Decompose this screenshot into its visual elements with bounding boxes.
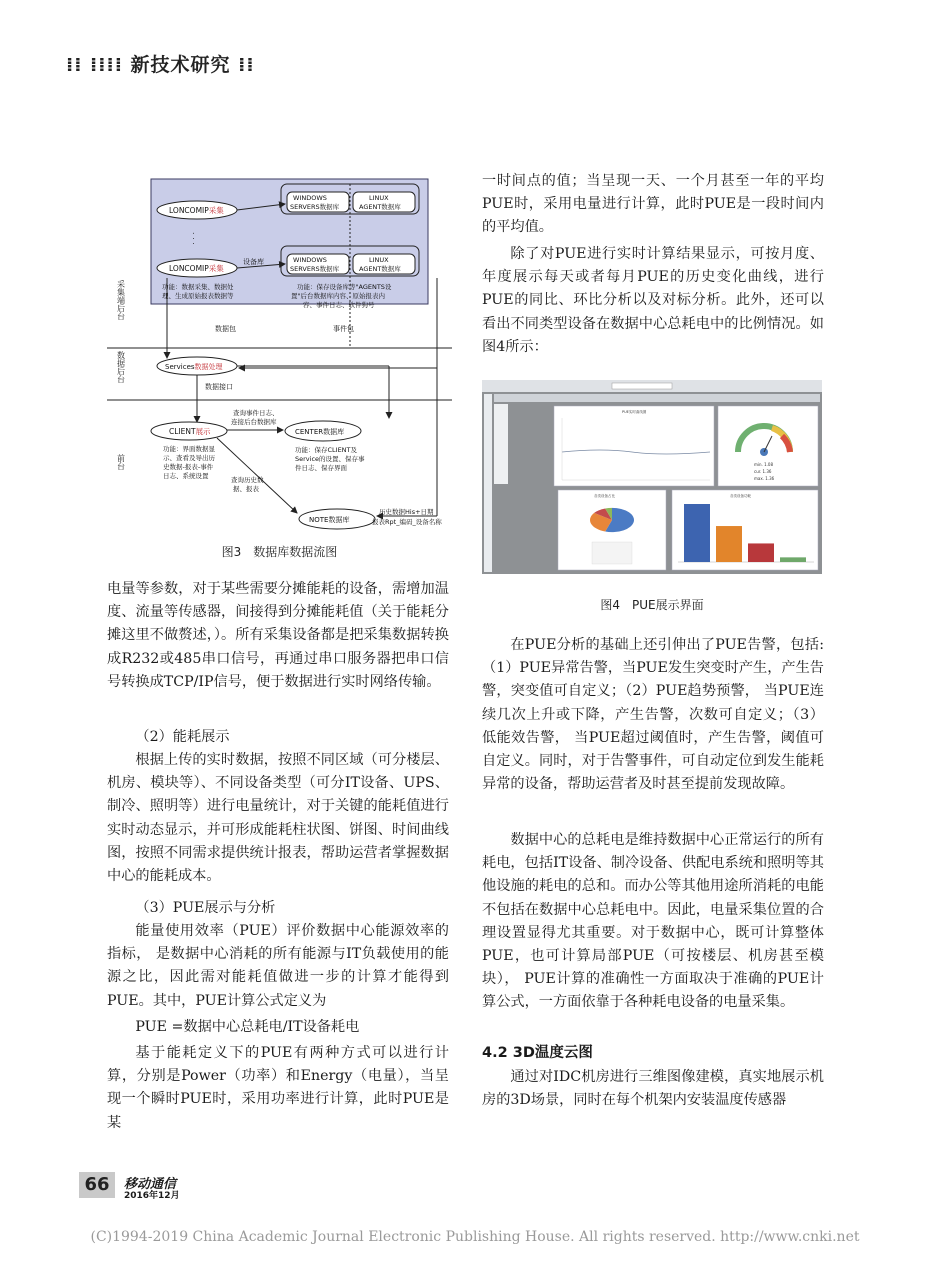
svg-text:LINUX: LINUX — [369, 194, 389, 202]
label-frontend: 前台 — [116, 454, 126, 470]
bar-1 — [716, 526, 742, 562]
right-p5: 通过对IDC机房进行三维图像建模，真实地展示机房的3D场景，同时在每个机架内安装温度传感器 — [482, 1069, 824, 1109]
label-event-packet: 事件包 — [333, 325, 354, 333]
copyright-footer: (C)1994-2019 China Academic Journal Electronic Publishing House. All rights reserved. http://www.cnki.net — [90, 1229, 860, 1245]
bar-0 — [684, 504, 710, 562]
label-device-lib: 设备库 — [243, 258, 264, 266]
right-p1: 一时间点的值；当呈现一天、一个月甚至一年的平均PUE时，采用电量进行计算，此时PUE是一段时间内的平均值。 — [482, 173, 824, 236]
svg-text:AGENT数据库: AGENT数据库 — [359, 265, 401, 273]
svg-text:SERVERS数据库: SERVERS数据库 — [290, 265, 340, 273]
svg-text:各类设备占比: 各类设备占比 — [594, 494, 615, 498]
left-p4: 基于能耗定义下的PUE有两种方式可以进行计算，分别是Power（功率）和Energy（电量），当呈现一个瞬时PUE时，采用功率进行计算，此时PUE是某 — [107, 1045, 449, 1131]
history-note: 历史数据His+日期报表Rpt_编码_设备名称 — [372, 508, 442, 526]
left-formula: PUE =数据中心总耗电/IT设备耗电 — [135, 1019, 360, 1035]
svg-text:cur. 1.36: cur. 1.36 — [754, 469, 772, 474]
figure3-diagram — [107, 168, 452, 550]
figure3-caption: 图3 数据库数据流图 — [221, 545, 338, 559]
svg-text:LINUX: LINUX — [369, 256, 389, 264]
svg-text:SERVERS数据库: SERVERS数据库 — [290, 203, 340, 211]
svg-text:min. 1.08: min. 1.08 — [754, 462, 773, 467]
label-data-packet: 数据包 — [215, 325, 236, 333]
label-data-backend: 数据后台 — [116, 351, 126, 383]
svg-text:max. 1.36: max. 1.36 — [754, 476, 775, 481]
svg-text:PUE实时曲线图: PUE实时曲线图 — [622, 410, 647, 414]
left-h2: （2）能耗展示 — [135, 729, 230, 745]
figure4-caption: 图4 PUE展示界面 — [600, 598, 704, 612]
client-func: 功能：界面数据显示、查看及导出历史数据-报表-事件日志、系统设置 — [163, 445, 215, 480]
svg-text:LONCOMIP采集: LONCOMIP采集 — [169, 264, 224, 273]
svg-text:CENTER数据库: CENTER数据库 — [295, 428, 345, 436]
bar-2 — [748, 543, 774, 562]
func-collection: 功能：数据采集、数据处理、生成原始报表数据等 — [162, 283, 234, 300]
label-query-event: 查询事件日志、连接后台数据库 — [231, 409, 279, 426]
func-agents: 功能：保存设备库等"AGENTS设置"后台数据库内容、原始报表内容、事件日志、软件狗号 — [291, 283, 392, 309]
bar-3 — [780, 557, 806, 562]
gauge-panel — [718, 406, 818, 486]
svg-text:Services数据处理: Services数据处理 — [165, 363, 223, 371]
label-collection-backend: 采集端后台 — [116, 280, 126, 320]
svg-text:AGENT数据库: AGENT数据库 — [359, 203, 401, 211]
left-h3: （3）PUE展示与分析 — [135, 900, 276, 916]
journal-date: 2016年12月 — [124, 1191, 180, 1201]
dots: · · · — [188, 232, 198, 245]
svg-text:各类设备功耗: 各类设备功耗 — [730, 494, 751, 498]
figure4-pue-screenshot — [482, 380, 822, 574]
page-number: 66 — [79, 1172, 115, 1198]
svg-text:LONCOMIP采集: LONCOMIP采集 — [169, 206, 224, 215]
svg-text:WINDOWS: WINDOWS — [293, 194, 327, 202]
svg-text:CLIENT展示: CLIENT展示 — [169, 427, 211, 436]
section-heading-4-2: 4.2 3D温度云图 — [482, 1045, 593, 1061]
right-p2: 除了对PUE进行实时计算结果显示，可按月度、年度展示每天或者每月PUE的历史变化曲线，进行PUE的同比、环比分析以及对标分析。此外，还可以看出不同类型设备在数据中心总耗电中的比例情况。如图4所示： — [482, 246, 824, 355]
right-p4: 数据中心的总耗电是维持数据中心正常运行的所有耗电，包括IT设备、制冷设备、供配电系统和照明等其他设施的耗电的总和。而办公等其他用途所消耗的电能不包括在数据中心总耗电中。因此，电量采集位置的合理设置显得尤其重要。对于数据中心，既可计算整体PUE，也可计算局部PUE（可按楼层、机房甚至模块）， PUE计算的准确性一方面取决于准确的PUE计算公式，一方面依靠于各种耗电设备的电量采集。 — [482, 832, 824, 1011]
svg-text:WINDOWS: WINDOWS — [293, 256, 327, 264]
label-data-interface: 数据接口 — [205, 383, 233, 391]
left-p2: 根据上传的实时数据，按照不同区域（可分楼层、机房、模块等）、不同设备类型（可分IT设备、UPS、制冷、照明等）进行电量统计，对于关键的能耗值进行实时动态显示，并可形成能耗柱状图、饼图、时间曲线图，按照不同需求提供统计报表，帮助运营者掌握数据中心的能耗成本。 — [107, 752, 449, 885]
line-chart-panel — [554, 406, 714, 486]
journal-name: 移动通信 — [124, 1177, 177, 1192]
center-func: 功能：保存CLIENT及 Service的设置、保存事件日志、保存界面 — [295, 446, 365, 472]
label-query-history: 查询历史数据、报表 — [231, 476, 264, 493]
left-p3: 能量使用效率（PUE）评价数据中心能源效率的指标， 是数据中心消耗的所有能源与IT负载使用的能源之比，因此需对能耗值做进一步的计算才能得到PUE。其中，PUE计算公式定义为 — [107, 923, 449, 1009]
journal-section-header: ⁞⁞ ⁞⁞⁞⁞ 新技术研究 ⁞⁞ — [66, 54, 255, 76]
svg-text:NOTE数据库: NOTE数据库 — [309, 516, 350, 524]
right-p3: 在PUE分析的基础上还引伸出了PUE告警，包括:（1）PUE异常告警，当PUE发生突变时产生，产生告警，突变值可自定义；（2）PUE趋势预警， 当PUE连续几次上升或下降，产生告警，次数可自定义；（3）低能效告警， 当PUE超过阈值时，产生告警，阈值可自定义。同时，对于告警事件，可自动定位到发生能耗异常的设备，帮助运营者及时甚至提前发现故障。 — [482, 637, 824, 793]
left-p1: 电量等参数，对于某些需要分摊能耗的设备，需增加温度、流量等传感器，间接得到分摊能耗值（关于能耗分摊这里不做赘述，）。所有采集设备都是把采集数据转换成R232或485串口信号，再通过串口服务器把串口信号转换成TCP/IP信号，便于数据进行实时网络传输。 — [107, 581, 449, 690]
